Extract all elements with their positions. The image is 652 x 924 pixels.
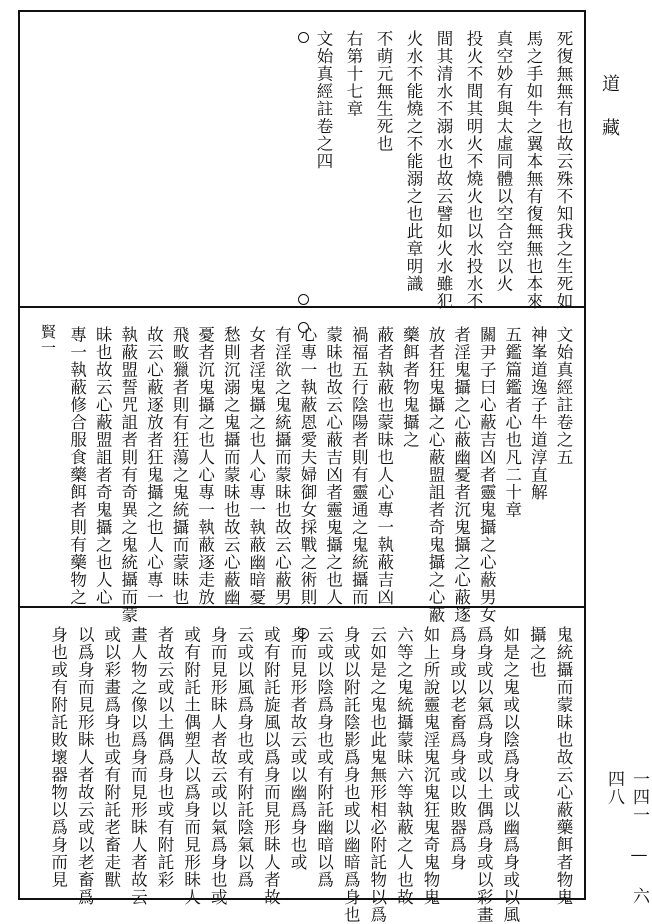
bot-column-19: 以爲身而見形眛人者故云或以老畜爲 bbox=[75, 626, 95, 906]
bot-column-15: 或有附託土偶塑人以爲身而見形眛人 bbox=[181, 626, 201, 906]
panel-top bbox=[20, 12, 584, 308]
mid-column-10: 蒙昧也故云心蔽吉凶者靈鬼攝之也人 bbox=[323, 326, 343, 606]
top-column-4: 投火不間其明火不燒火也以水投水不 bbox=[464, 30, 483, 310]
top-column-9: 文始真經註卷之四 bbox=[314, 30, 333, 170]
bot-column-5: 爲身或以老畜爲身或以敗器爲身 bbox=[447, 626, 467, 871]
binding-circle-icon bbox=[298, 294, 309, 305]
mid-column-17: 故云心蔽逐放者狂鬼攝之也人心專一 bbox=[144, 326, 164, 606]
marginal-note: 賢一 bbox=[39, 324, 57, 356]
mid-column-1: 文始真經註卷之五 bbox=[554, 326, 573, 466]
bot-column-12: 或有附託旋風以爲身而見形眛人者故 bbox=[261, 626, 281, 906]
mid-column-5: 者淫鬼攝之心蔽幽憂者沉鬼攝之心蔽逐 bbox=[451, 326, 471, 624]
bot-column-13: 云或以風爲身也或有附託陰氣以爲 bbox=[234, 626, 254, 889]
mid-column-16: 飛畋獵者則有狂蕩之鬼統攝而蒙昧也 bbox=[170, 326, 189, 606]
panel-bottom bbox=[20, 608, 584, 924]
mid-column-2: 神峯道逸子牛道淳直解 bbox=[528, 326, 548, 501]
top-column-7: 不萌元無生死也 bbox=[374, 30, 393, 153]
mid-column-7: 藥餌者物鬼攝之 bbox=[400, 326, 420, 449]
margin-label-dao: 道 bbox=[602, 74, 620, 95]
top-column-8: 右第十七章 bbox=[344, 30, 363, 118]
mid-column-14: 愁則沉溺之鬼攝而蒙昧也故云心蔽幽 bbox=[221, 326, 241, 606]
top-column-3: 真空妙有與太虛同體以空合空以火 bbox=[494, 30, 513, 293]
mid-column-12: 有淫欲之鬼統攝而蒙昧也故云心蔽男 bbox=[272, 326, 292, 606]
bot-column-9: 身或以附託陰影爲身也或以幽暗爲身也 bbox=[341, 626, 361, 924]
mid-column-20: 專一執蔽修合服食藥餌者則有藥物之 bbox=[67, 326, 87, 606]
bot-column-6: 如上所說靈鬼淫鬼沉鬼狂鬼奇鬼物鬼 bbox=[421, 626, 440, 906]
mid-column-18: 執蔽盟誓咒詛者則有奇異之鬼統攝而蒙 bbox=[118, 326, 138, 624]
bot-column-18: 或以彩畫爲身也或有附託老畜走獸 bbox=[101, 626, 121, 889]
binding-circle-icon bbox=[298, 32, 309, 43]
bot-column-8: 云如是之鬼也此鬼無形相必附託物以爲 bbox=[367, 626, 387, 924]
mid-column-6: 放者狂鬼攝之心蔽盟詛者奇鬼攝之心蔽 bbox=[426, 326, 445, 624]
top-column-1: 死復無無有也故云殊不知我之生死如 bbox=[554, 30, 573, 310]
top-column-2: 馬之手如牛之翼本無有復無無也本來 bbox=[524, 30, 543, 310]
margin-label-zang: 藏 bbox=[602, 118, 620, 139]
bot-column-3: 如是之鬼或以陰爲身或以幽爲身或以風 bbox=[500, 626, 520, 924]
mid-column-9: 禍福五行陰陽者則有靈通之鬼統攝而 bbox=[349, 326, 369, 606]
page-frame bbox=[18, 10, 586, 924]
top-column-5: 間其清水不溺水也故云譬如火水雖犯 bbox=[434, 30, 453, 310]
bot-column-16: 者故云或以土偶爲身也或有附託彩 bbox=[155, 626, 174, 889]
bot-column-14: 身而見形眛人者故云或以氣爲身也或 bbox=[208, 626, 228, 906]
mid-column-13: 女者淫鬼攝之也人心專一執蔽幽暗憂 bbox=[246, 326, 266, 606]
bot-column-20: 身也或有附託敗壞器物以爲身而見 bbox=[48, 626, 68, 889]
panel-middle bbox=[20, 308, 584, 624]
bot-column-11: 身而見形者故云或以幽爲身也或 bbox=[288, 626, 307, 871]
top-column-6: 火水不能燒之不能溺之也此章明識 bbox=[404, 30, 423, 293]
bot-column-2: 攝之也 bbox=[527, 626, 547, 679]
mid-column-19: 昧也故云心蔽盟詛者奇鬼攝之也人心 bbox=[93, 326, 113, 606]
mid-column-4: 關尹子曰心蔽吉凶者靈鬼攝之心蔽男女 bbox=[477, 326, 497, 624]
mid-column-15: 憂者沉鬼攝之也人心專一執蔽逐走放 bbox=[195, 326, 215, 606]
bot-column-10: 云或以陰爲身也或有附託幽暗以爲 bbox=[314, 626, 334, 889]
bot-column-7: 六等之鬼統攝蒙昧六等執蔽之人也故 bbox=[394, 626, 414, 906]
bot-column-1: 鬼統攝而蒙昧也故云心蔽藥餌者物鬼 bbox=[554, 626, 573, 906]
mid-column-11: 心專一執蔽恩愛夫婦御女採戰之術則 bbox=[298, 326, 317, 606]
bot-column-4: 爲身或以氣爲身或以土偶爲身或以彩畫 bbox=[474, 626, 494, 924]
mid-column-8: 蔽者執蔽也蒙昧也人心專一執蔽吉凶 bbox=[374, 326, 394, 606]
bot-column-17: 畫人物之像以爲身而見形眛人者故云 bbox=[128, 626, 148, 906]
page-number: 一四一 — 六四八 bbox=[604, 770, 649, 905]
mid-column-3: 五鑑篇鑑者心也凡二十章 bbox=[502, 326, 522, 519]
